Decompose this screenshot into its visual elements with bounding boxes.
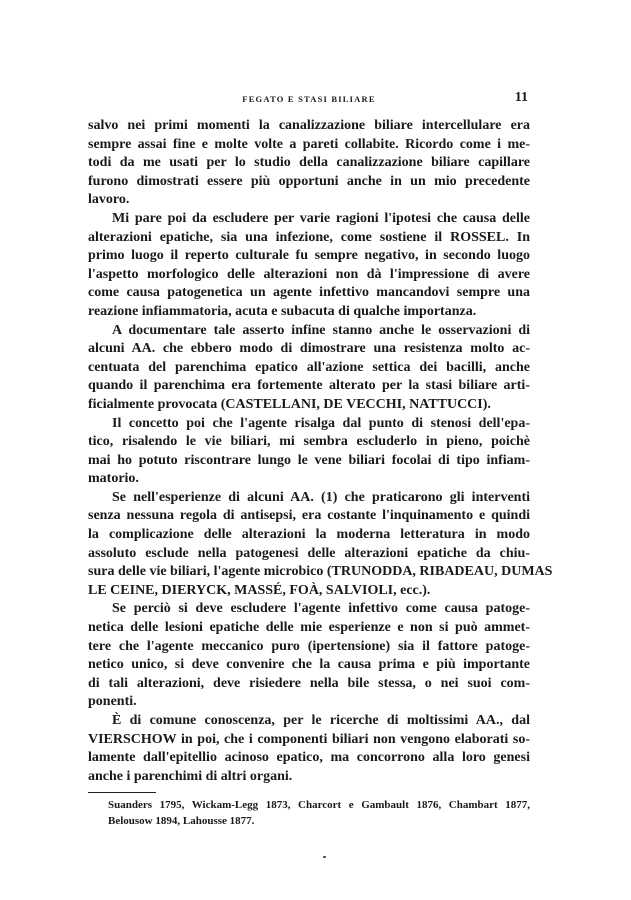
text-line: LE CEINE, DIERYCK, MASSÉ, FOÀ, SALVIOLI, ecc.).: [88, 582, 431, 598]
footnote-line: Suanders 1795, Wickam-Legg 1873, Charcort e Gambault 1876, Chambart 1877,: [108, 799, 530, 811]
text-line: l'aspetto morfologico delle alterazioni non dà l'impressione di avere: [88, 266, 530, 282]
text-line: tico, risalendo le vie biliari, mi sembra escluderlo in pieno, poichè: [88, 434, 530, 450]
text-line: quando il parenchima era fortemente alterato per la stasi biliare arti-: [88, 378, 530, 394]
paragraph-2: [88, 210, 530, 322]
text-line: sura delle vie biliari, l'agente microbico (TRUNODDA, RIBADEAU, DUMAS: [88, 564, 553, 580]
text-line: matorio.: [88, 471, 139, 487]
text-line: È di comune conoscenza, per le ricerche di moltissimi AA., dal: [112, 713, 530, 728]
paragraph-7: [88, 712, 530, 786]
text-line: mai ho potuto riscontrare lungo le vene biliari focolai di tipo infiam-: [88, 452, 530, 468]
paragraph-3: [88, 322, 530, 415]
text-line: Se perciò si deve escludere l'agente infettivo come causa patoge-: [112, 601, 530, 617]
text-line: come causa patogenetica un agente infettivo mancandovi sempre una: [88, 285, 530, 301]
text-line: di tali alterazioni, deve risiedere nella bile stessa, o nei suoi com-: [88, 675, 530, 691]
text-line: ficialmente provocata (CASTELLANI, DE VECCHI, NATTUCCI).: [88, 396, 491, 412]
text-line: A documentare tale asserto infine stanno anche le osservazioni di: [112, 322, 530, 338]
text-line: tere che l'agente meccanico puro (ipertensione) sia il fattore patoge-: [88, 638, 530, 654]
paragraph-6: [88, 600, 530, 712]
text-line: sempre assai fine e molte volte a pareti collabite. Ricordo come i me-: [88, 136, 530, 152]
text-line: furono dimostrati essere più opportuni anche in un mio precedente: [88, 173, 530, 189]
text-line: alcuni AA. che ebbero modo di dimostrare una resistenza molto ac-: [88, 341, 530, 357]
text-line: Mi pare poi da escludere per varie ragioni l'ipotesi che causa delle: [112, 210, 530, 226]
ink-speck: [323, 856, 326, 858]
text-line: Se nell'esperienze di alcuni AA. (1) che praticarono gli interventi: [112, 489, 530, 505]
paragraph-5: [88, 489, 553, 601]
text-line: primo luogo il reperto culturale fu sempre negativo, in secondo luogo: [88, 248, 530, 264]
text-line: lavoro.: [88, 192, 130, 208]
text-line: la complicazione delle alterazioni la moderna letteratura in modo: [88, 527, 530, 543]
text-line: lamente dall'epitellio acinoso epatico, ma concorrono alla loro genesi: [88, 750, 530, 766]
paragraph-1: [88, 117, 530, 210]
text-line: senza nessuna regola di antisepsi, era costante l'inquinamento e quindi: [88, 508, 530, 524]
page-number: 11: [514, 90, 528, 105]
footnote: [88, 797, 530, 829]
text-line: Il concetto poi che l'agente risalga dal punto di stenosi dell'epa-: [112, 415, 530, 431]
body-text: [88, 117, 553, 786]
text-line: anche i parenchimi di altri organi.: [88, 768, 293, 784]
text-line: todi da me usati per lo studio della canalizzazione biliare capillare: [88, 155, 530, 171]
footnote-line: Belousow 1894, Lahousse 1877.: [108, 815, 255, 827]
text-line: centuata del parenchima epatico all'azione settica dei bacilli, anche: [88, 359, 530, 375]
text-line: netico unico, si deve convenire che la causa prima e più importante: [88, 657, 530, 673]
text-line: reazione infiammatoria, acuta e subacuta di qualche importanza.: [88, 303, 477, 319]
running-title: FEGATO E STASI BILIARE: [242, 94, 376, 104]
paragraph-4: [88, 415, 530, 489]
text-line: salvo nei primi momenti la canalizzazione biliare intercellulare era: [88, 118, 530, 133]
text-line: assoluto esclude nella patogenesi delle alterazioni epatiche da chiu-: [88, 545, 530, 561]
text-line: alterazioni epatiche, sia una infezione, come sostiene il ROSSEL. In: [88, 229, 530, 245]
text-line: VIERSCHOW in poi, che i componenti biliari non vengono elaborati so-: [88, 731, 530, 747]
footnote-divider: [88, 792, 156, 793]
text-line: ponenti.: [88, 694, 137, 710]
page-header: [88, 90, 530, 110]
text-line: netica delle lesioni epatiche delle mie esperienze e non si può ammet-: [88, 620, 530, 636]
